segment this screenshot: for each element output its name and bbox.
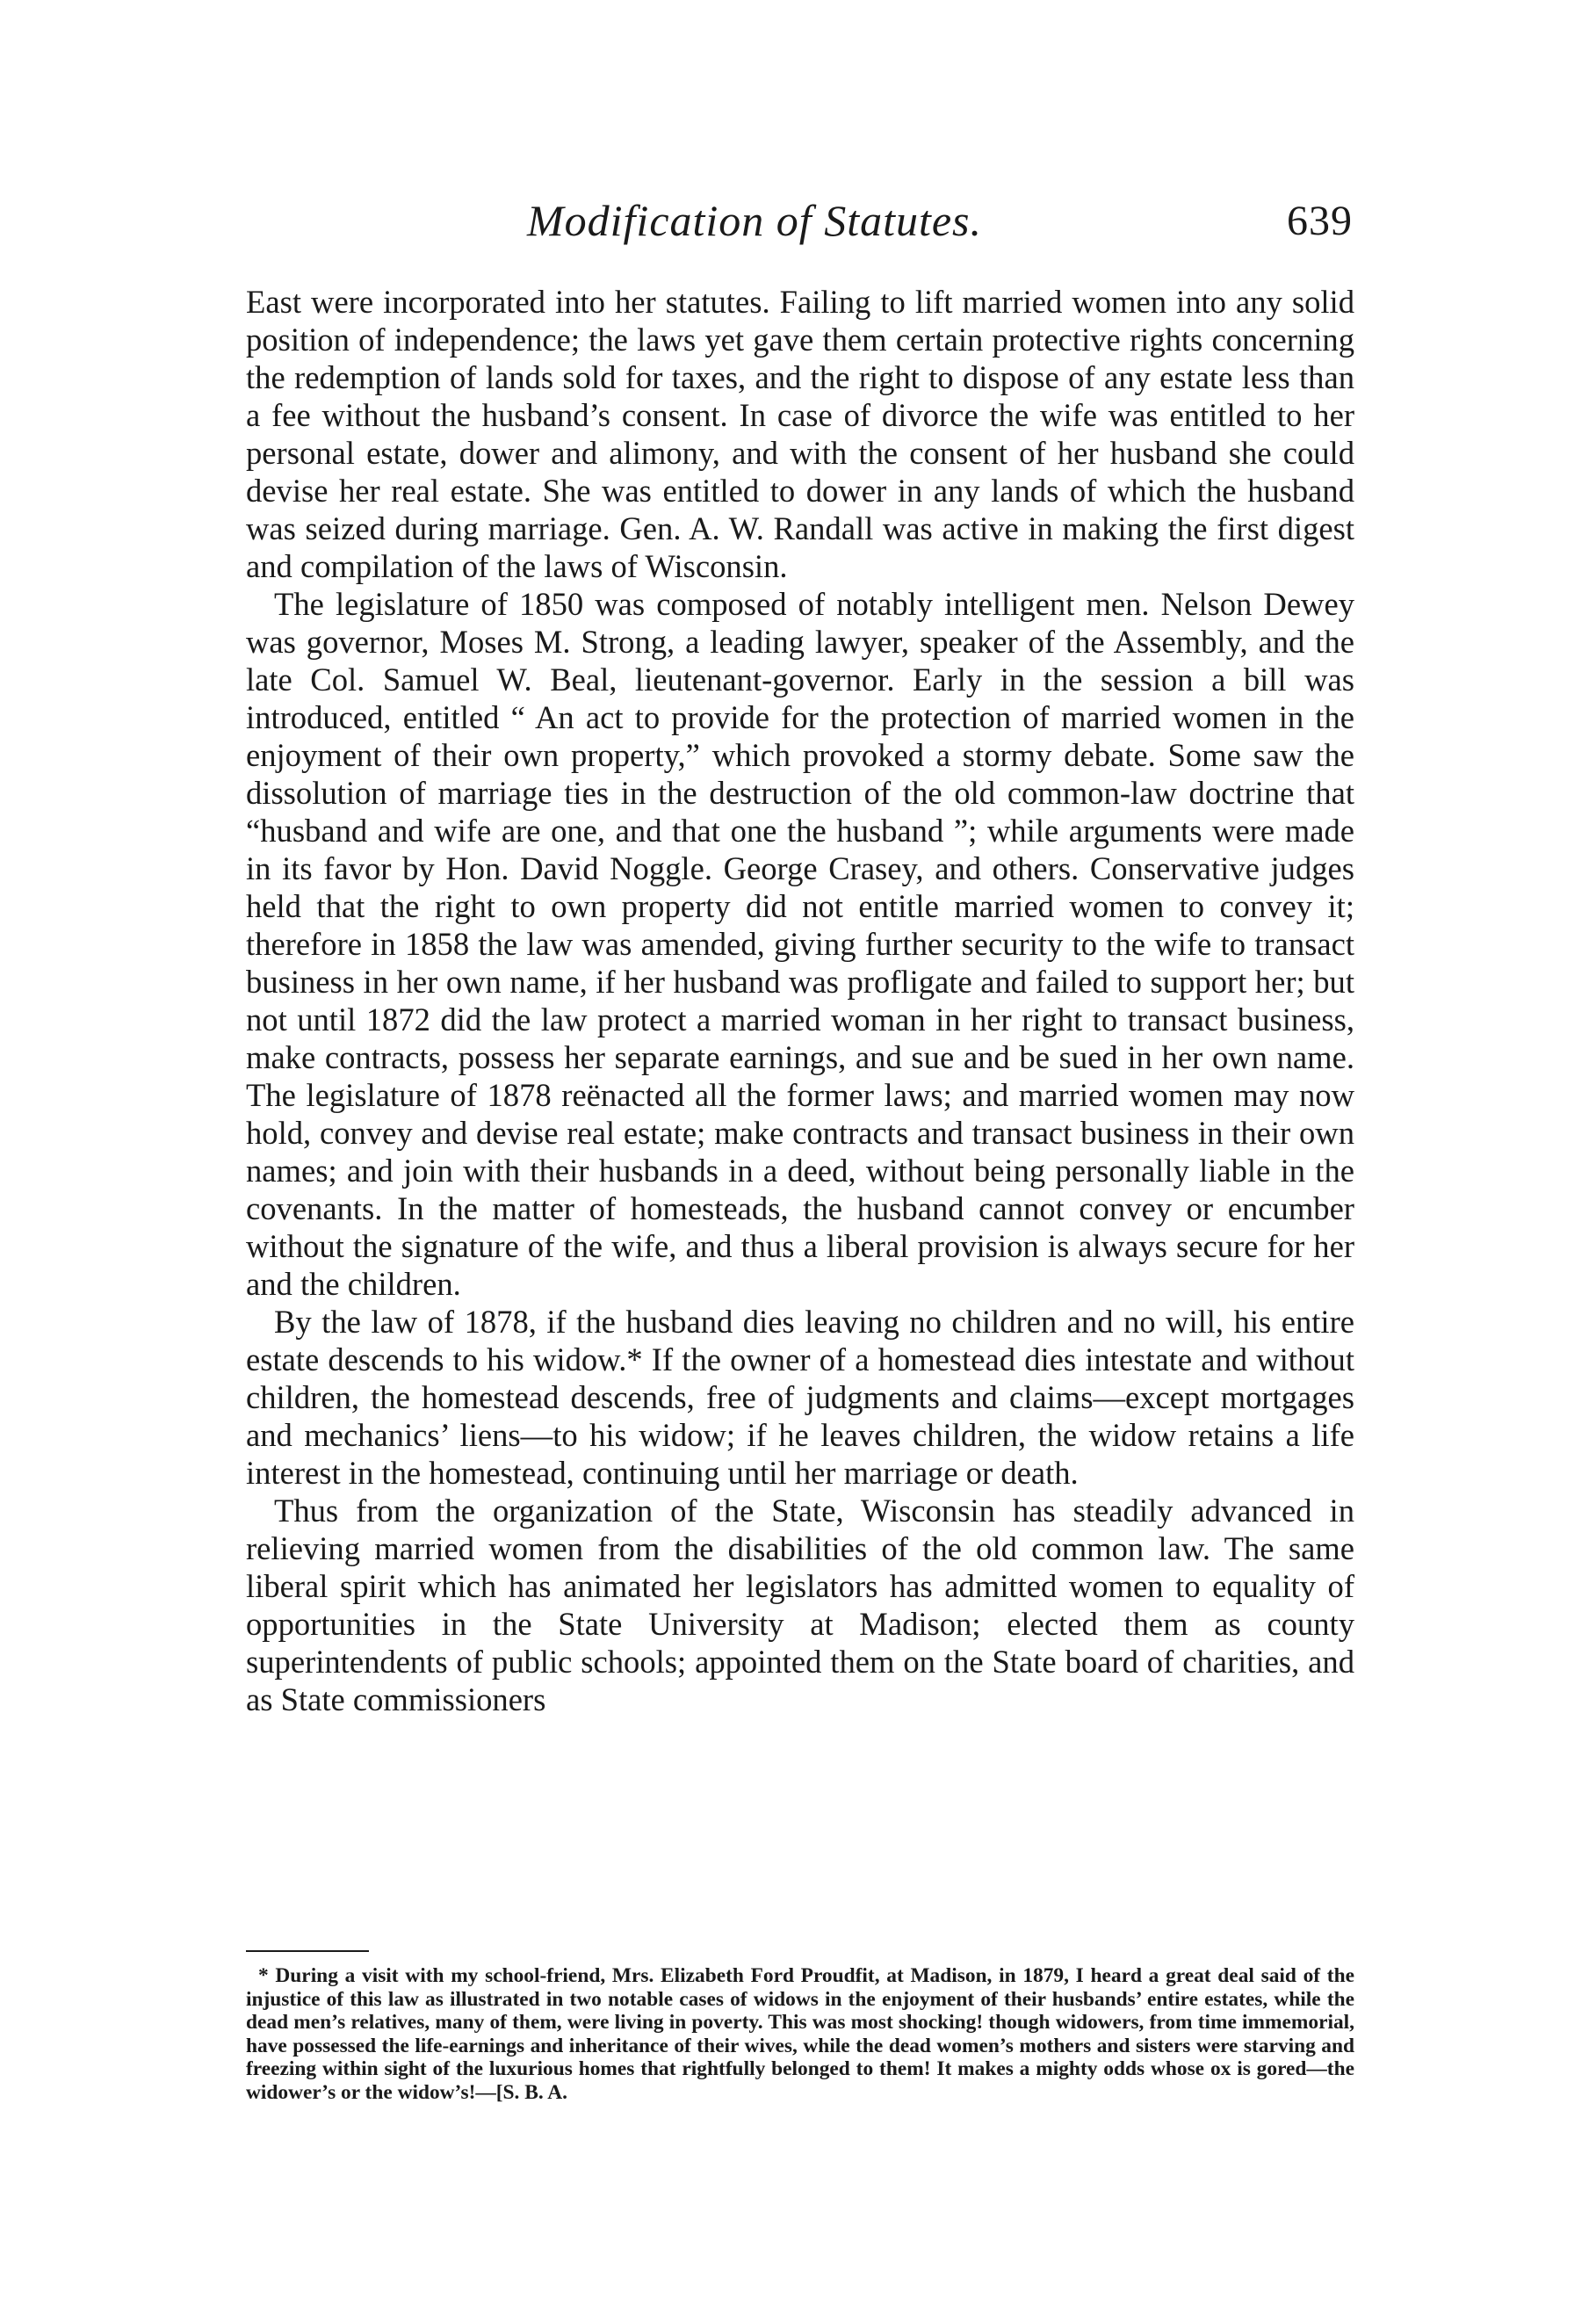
- footnote-divider: [246, 1950, 369, 1952]
- paragraph: East were incorporated into her statutes. Failing to lift married women into any solid position of independence; the laws yet gave them certain protective rights concerning the redemption of lands sold for taxes, and the right to dispose of any estate less than a fee without the husband’s consent. In case of divorce the wife was entitled to her personal estate, dower and alimony, and with the consent of her husband she could devise her real estate. She was entitled to dower in any lands of which the husband was seized during marriage. Gen. A. W. Randall was active in making the first digest and compilation of the laws of Wisconsin.: [246, 284, 1354, 584]
- paragraph: The legislature of 1850 was composed of notably intelligent men. Nelson Dewey was governor, Moses M. Strong, a leading lawyer, speaker of the Assembly, and the late Col. Samuel W. Beal, lieutenant-governor. Early in the session a bill was introduced, entitled “ An act to provide for the protection of married women in the enjoyment of their own property,” which provoked a stormy debate. Some saw the dissolution of marriage ties in the destruction of the old common-law doctrine that “husband and wife are one, and that one the husband ”; while arguments were made in its favor by Hon. David Noggle. George Crasey, and others. Conservative judges held that the right to own property did not entitle married women to convey it; therefore in 1858 the law was amended, giving further security to the wife to transact business in her own name, if her husband was profligate and failed to support her; but not until 1872 did the law protect a married woman in her right to transact business, make contracts, possess her separate earnings, and sue and be sued in her own name. The legislature of 1878 reënacted all the former laws; and married women may now hold, convey and devise real estate; make contracts and transact business in their own names; and join with their husbands in a deed, without being personally liable in the covenants. In the matter of homesteads, the husband cannot convey or encumber without the signature of the wife, and thus a liberal provision is always secure for her and the children.: [246, 586, 1354, 1302]
- page-title: Modification of Statutes.: [527, 196, 983, 245]
- page-number: 639: [1287, 198, 1353, 244]
- body-text: [246, 283, 1354, 1718]
- running-head: [246, 195, 1353, 257]
- paragraph: Thus from the organization of the State, Wisconsin has steadily advanced in relieving married women from the disabilities of the old common law. The same liberal spirit which has animated her legislators has admitted women to equality of opportunities in the State University at Madison; elected them as county superintendents of public schools; appointed them on the State board of charities, and as State commissioners: [246, 1493, 1354, 1717]
- paragraph: By the law of 1878, if the husband dies leaving no children and no will, his entire estate descends to his widow.* If the owner of a homestead dies intestate and without children, the homestead descends, free of judgments and claims—except mortgages and mechanics’ liens—to his widow; if he leaves children, the widow retains a life interest in the homestead, continuing until her marriage or death.: [246, 1304, 1354, 1491]
- footnote: * During a visit with my school-friend, Mrs. Elizabeth Ford Proudfit, at Madison, in 1879, I heard a great deal said of the injustice of this law as illustrated in two notable cases of widows in the enjoyment of their husbands’ entire estates, while the dead men’s relatives, many of them, were living in poverty. This was most shocking! though widowers, from time immemorial, have possessed the life-earnings and inheritance of their wives, while the dead women’s mothers and sisters were starving and freezing within sight of the luxurious homes that rightfully belonged to them! It makes a mighty odds whose ox is gored—the widower’s or the widow’s!—[S. B. A.: [246, 1964, 1354, 2104]
